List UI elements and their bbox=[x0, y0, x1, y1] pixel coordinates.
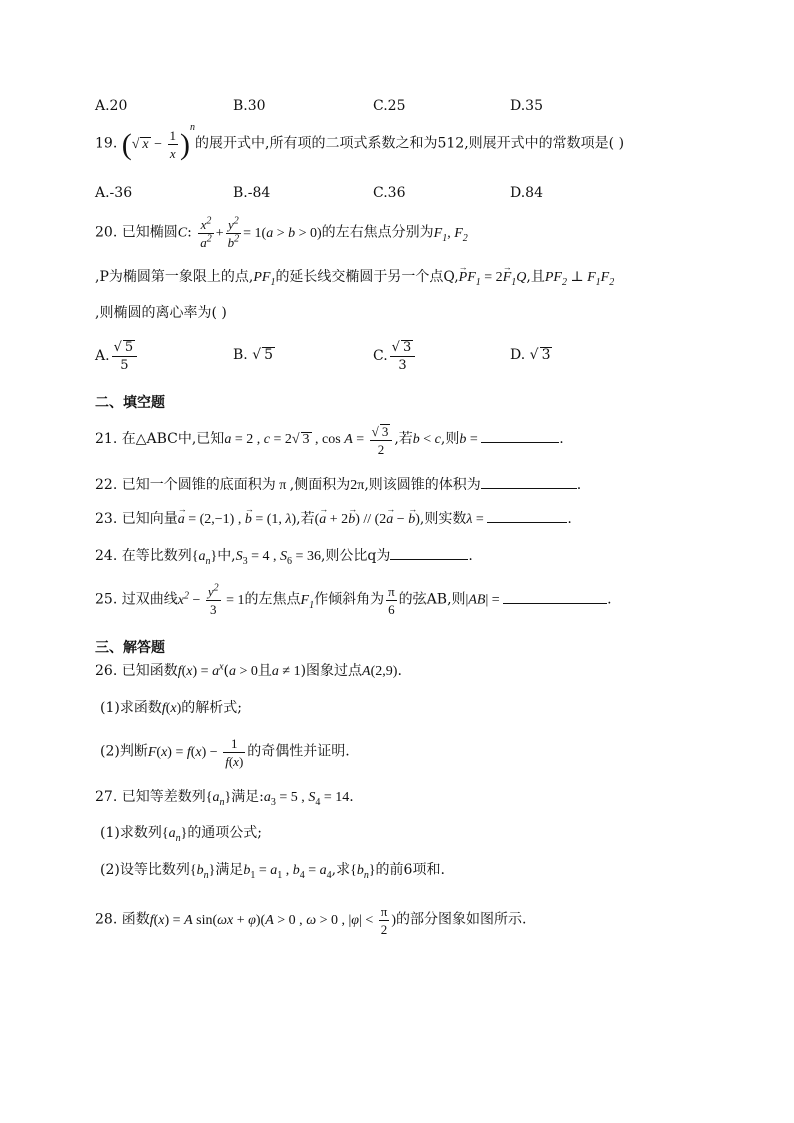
question-20-line3: ,则椭圆的离心率为( ) bbox=[95, 305, 227, 321]
q25-answer-blank[interactable] bbox=[503, 590, 607, 604]
q18-option-d: D.35 bbox=[510, 98, 543, 114]
q19-binomial: (√ x − $\frac{1}{x}$ )$^n$ bbox=[121, 122, 196, 161]
question-26: 26. 已知函数$f(x) = a^x(a > 0$且a ≠ 1)图象过点A(2,9). bbox=[95, 661, 402, 679]
q19-text: 的展开式中,所有项的二项式系数之和为512,则展开式中的常数项是( ) bbox=[195, 135, 625, 152]
question-20-line2: ,P为椭圆第一象限上的点$,PF_1$的延长线交椭圆于另一个点$Q,\to PF_1 = 2\to F_1Q$,且$PF_2$ ⊥ $F_1F_2$ bbox=[95, 270, 614, 285]
question-27-part-2: (2)设等比数列$\{b_n\}$满足$b_1 = a_1$ , $b_4 = a_4$,求$\{b_n\}$的前6项和. bbox=[100, 862, 445, 881]
question-22: 22. 已知一个圆锥的底面积为 π ,侧面积为2π,则该圆锥的体积为 . bbox=[95, 477, 582, 493]
q21-answer-blank[interactable] bbox=[481, 429, 559, 443]
section-solution-title: 三、解答题 bbox=[95, 640, 165, 656]
question-26-part-2: (2)判断F(x) = f(x) − $\frac{1}{f(x)}$ 的奇偶性并证明. bbox=[100, 736, 350, 769]
q20-option-c: C. $\frac{√ 3}{3}$ bbox=[373, 340, 417, 372]
question-20-line1: 20. 已知椭圆C: $\frac{x^2}{a^2}$ + $\frac{y^2}{b^2}$ = 1(a > b > 0)的左右焦点分别为$F_1$, $F_2$ bbox=[95, 215, 468, 250]
q22-answer-blank[interactable] bbox=[481, 475, 577, 489]
question-25: 25. 过双曲线$x^2$ − $\frac{y^2}{3}$ = 1的左焦点$F_1$作倾斜角为 $\frac{\pi}{6}$ 的弦AB,则|AB| = . bbox=[95, 582, 612, 617]
q18-option-a: A.20 bbox=[95, 98, 128, 114]
question-23: 23. 已知向量→ a = (2,−1) , → b = (1, λ),若(→ a + 2→ b) // (2→ a − → b),则实数λ = . bbox=[95, 509, 572, 527]
question-21: 21. 在△ABC中,已知a = 2 , c = 2√ 3 , cos A = $\frac{√ 3}{2}$ ,若b < c,则b = . bbox=[95, 424, 564, 457]
q19-number: 19. bbox=[95, 135, 118, 152]
q19-option-b: B.-84 bbox=[233, 185, 271, 201]
q18-option-c: C.25 bbox=[373, 98, 406, 114]
q19-option-c: C.36 bbox=[373, 185, 406, 201]
question-27-part-1: (1)求数列$\{a_n\}$的通项公式; bbox=[100, 825, 263, 844]
question-24: 24. 在等比数列$\{a_n\}$中$,S_3 = 4$ , $S_6 = 36$,则公比q为 . bbox=[95, 548, 473, 567]
q20-option-a: A. $\frac{√ 5}{5}$ bbox=[95, 340, 139, 372]
q19-option-d: D.84 bbox=[510, 185, 543, 201]
question-27: 27. 已知等差数列$\{a_n\}$满足$:a_3 = 5$ , $S_4 = 14$. bbox=[95, 789, 354, 808]
q20-option-d: D. √ 3 bbox=[510, 347, 551, 363]
q23-answer-blank[interactable] bbox=[487, 509, 567, 523]
section-fill-in-title: 二、填空题 bbox=[95, 395, 165, 411]
q18-option-b: B.30 bbox=[233, 98, 266, 114]
q20-option-b: B. √ 5 bbox=[233, 347, 274, 363]
question-19 bbox=[95, 122, 625, 161]
q24-answer-blank[interactable] bbox=[390, 546, 468, 560]
question-26-part-1: (1)求函数f(x)的解析式; bbox=[100, 700, 243, 716]
q19-option-a: A.-36 bbox=[95, 185, 133, 201]
question-28: 28. 函数f(x) = A sin(ωx + φ)(A > 0 , ω > 0 , |φ| < $\frac{\pi}{2}$ )的部分图象如图所示. bbox=[95, 904, 527, 937]
